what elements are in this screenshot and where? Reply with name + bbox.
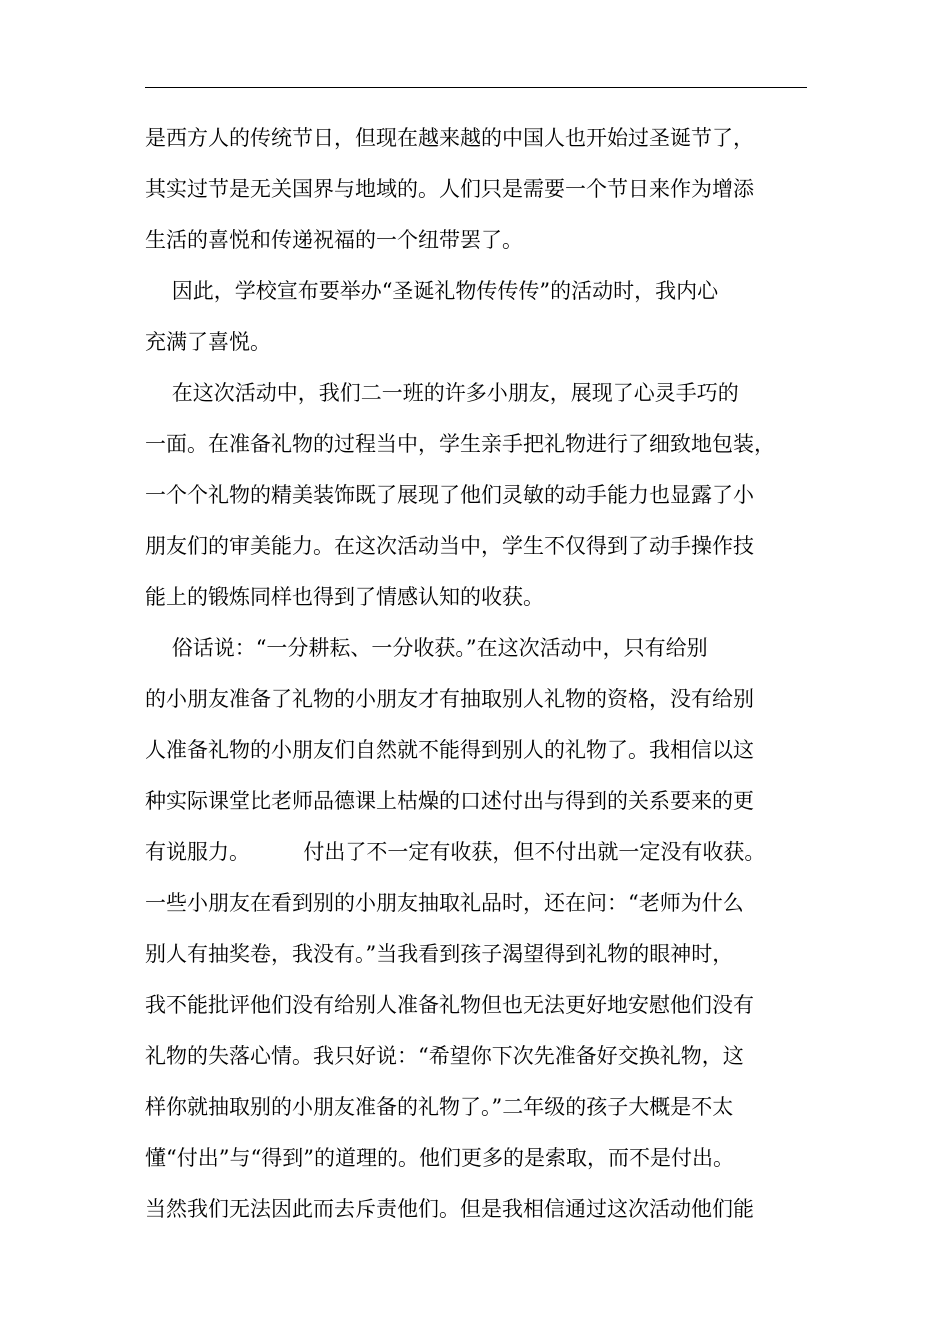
- text-line: 样你就抽取别的小朋友准备的礼物了。”二年级的孩子大概是不太: [145, 1095, 734, 1119]
- text-line: 朋友们的审美能力。在这次活动当中，学生不仅得到了动手操作技: [145, 534, 754, 558]
- text-line: 在这次活动中，我们二一班的许多小朋友，展现了心灵手巧的: [145, 381, 739, 405]
- text-line: 一个个礼物的精美装饰既了展现了他们灵敏的动手能力也显露了小: [145, 483, 754, 507]
- text-line: 一些小朋友在看到别的小朋友抽取礼品时，还在问：“老师为什么: [145, 891, 744, 915]
- text-line: 是西方人的传统节日，但现在越来越的中国人也开始过圣诞节了，: [145, 126, 754, 150]
- text-line: 一面。在准备礼物的过程当中，学生亲手把礼物进行了细致地包装，: [145, 432, 775, 456]
- text-line: 人准备礼物的小朋友们自然就不能得到别人的礼物了。我相信以这: [145, 738, 754, 762]
- text-line: 其实过节是无关国界与地域的。人们只是需要一个节日来作为增添: [145, 177, 754, 201]
- text-line: 生活的喜悦和传递祝福的一个纽带罢了。: [145, 228, 523, 252]
- text-line: 充满了喜悦。: [145, 330, 271, 354]
- text-line: 懂“付出”与“得到”的道理的。他们更多的是索取，而不是付出。: [145, 1146, 734, 1170]
- text-line: 礼物的失落心情。我只好说：“希望你下次先准备好交换礼物，这: [145, 1044, 744, 1068]
- text-line: 有说服力。 付出了不一定有收获，但不付出就一定没有收获。: [145, 840, 766, 864]
- text-line: 的小朋友准备了礼物的小朋友才有抽取别人礼物的资格，没有给别: [145, 687, 754, 711]
- header-rule: [145, 87, 807, 88]
- text-line: 种实际课堂比老师品德课上枯燥的口述付出与得到的关系要来的更: [145, 789, 754, 813]
- body-text: [145, 117, 825, 1239]
- text-line: 当然我们无法因此而去斥责他们。但是我相信通过这次活动他们能: [145, 1197, 754, 1221]
- text-line: 俗话说：“一分耕耘、一分收获。”在这次活动中，只有给别: [145, 636, 708, 660]
- text-line: 因此，学校宣布要举办“圣诞礼物传传传”的活动时，我内心: [145, 279, 719, 303]
- text-line: 我不能批评他们没有给别人准备礼物但也无法更好地安慰他们没有: [145, 993, 754, 1017]
- text-line: 别人有抽奖卷，我没有。”当我看到孩子渴望得到礼物的眼神时，: [145, 942, 734, 966]
- text-line: 能上的锻炼同样也得到了情感认知的收获。: [145, 585, 544, 609]
